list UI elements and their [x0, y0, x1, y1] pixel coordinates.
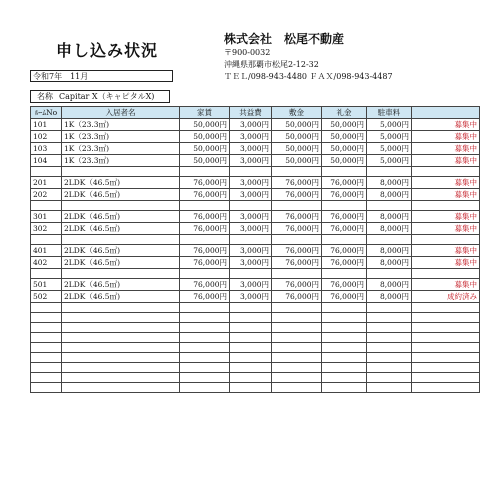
table-cell	[412, 383, 480, 393]
table-cell	[367, 303, 412, 313]
status-cell: 募集中	[412, 279, 480, 291]
table-cell	[272, 343, 322, 353]
table-cell: 8,000円	[367, 291, 412, 303]
table-cell: 8,000円	[367, 223, 412, 235]
table-row	[31, 245, 480, 257]
table-cell: 3,000円	[230, 291, 272, 303]
property-name: Capitar X（キャピタルX)	[59, 92, 155, 101]
table-cell: 3,000円	[230, 245, 272, 257]
table-cell	[62, 353, 180, 363]
column-header	[412, 107, 480, 119]
table-cell	[31, 303, 62, 313]
table-cell: 1K（23.3㎡)	[62, 155, 180, 167]
table-row	[31, 279, 480, 291]
table-cell	[412, 333, 480, 343]
table-cell: 50,000円	[322, 119, 367, 131]
table-row	[31, 223, 480, 235]
table-cell	[322, 269, 367, 279]
table-cell: 402	[31, 257, 62, 269]
table-cell	[180, 313, 230, 323]
table-cell	[180, 167, 230, 177]
table-cell: 1K（23.3㎡)	[62, 131, 180, 143]
table-cell	[367, 383, 412, 393]
table-cell	[367, 363, 412, 373]
table-cell	[272, 353, 322, 363]
table-cell	[367, 235, 412, 245]
table-cell	[412, 269, 480, 279]
empty-row	[31, 333, 480, 343]
table-row	[31, 177, 480, 189]
table-cell	[272, 333, 322, 343]
table-cell: 76,000円	[180, 279, 230, 291]
table-cell	[62, 333, 180, 343]
table-cell: 50,000円	[180, 119, 230, 131]
table-cell: 201	[31, 177, 62, 189]
table-cell: 3,000円	[230, 143, 272, 155]
phone-fax: ＴＥＬ/098-943-4480 ＦＡＸ/098-943-4487	[224, 72, 393, 81]
table-cell	[367, 269, 412, 279]
period-box: 令和7年 11月	[30, 70, 173, 82]
page-title: 申し込み状況	[56, 41, 159, 60]
table-cell: 103	[31, 143, 62, 155]
table-cell	[272, 363, 322, 373]
spacer-row	[31, 269, 480, 279]
table-row	[31, 189, 480, 201]
table-cell	[412, 343, 480, 353]
table-cell	[230, 373, 272, 383]
empty-row	[31, 373, 480, 383]
spacer-row	[31, 235, 480, 245]
status-cell: 募集中	[412, 223, 480, 235]
table-cell: 2LDK（46.5㎡)	[62, 189, 180, 201]
table-cell: 2LDK（46.5㎡)	[62, 245, 180, 257]
status-cell: 募集中	[412, 189, 480, 201]
table-cell: 50,000円	[322, 131, 367, 143]
table-cell: 8,000円	[367, 245, 412, 257]
table-cell: 76,000円	[272, 211, 322, 223]
table-cell: 76,000円	[272, 245, 322, 257]
table-cell	[230, 343, 272, 353]
table-cell	[62, 383, 180, 393]
table-cell: 3,000円	[230, 279, 272, 291]
table-cell	[62, 167, 180, 177]
table-cell: 8,000円	[367, 279, 412, 291]
column-header: ﾙｰﾑNo	[31, 107, 62, 119]
table-cell	[62, 323, 180, 333]
table-cell	[272, 269, 322, 279]
table-cell	[412, 313, 480, 323]
table-cell	[367, 353, 412, 363]
empty-row	[31, 353, 480, 363]
table-cell	[272, 201, 322, 211]
status-cell: 募集中	[412, 245, 480, 257]
table-cell: 76,000円	[272, 291, 322, 303]
table-cell	[322, 235, 367, 245]
table-cell	[180, 343, 230, 353]
address: 沖縄県那覇市松尾2-12-32	[224, 60, 319, 69]
table-cell	[230, 167, 272, 177]
table-cell	[272, 167, 322, 177]
table-cell: 501	[31, 279, 62, 291]
table-cell	[230, 333, 272, 343]
table-cell: 3,000円	[230, 223, 272, 235]
table-cell	[180, 323, 230, 333]
empty-row	[31, 363, 480, 373]
column-header: 駐車料	[367, 107, 412, 119]
table-cell: 76,000円	[272, 189, 322, 201]
table-cell: 8,000円	[367, 211, 412, 223]
table-cell: 1K（23.3㎡)	[62, 119, 180, 131]
table-cell	[31, 313, 62, 323]
table-cell: 5,000円	[367, 143, 412, 155]
table-cell	[322, 167, 367, 177]
column-header: 礼金	[322, 107, 367, 119]
table-cell: 76,000円	[322, 177, 367, 189]
table-cell	[367, 343, 412, 353]
table-cell: 3,000円	[230, 211, 272, 223]
table-cell: 76,000円	[322, 257, 367, 269]
table-cell	[322, 333, 367, 343]
table-cell: 50,000円	[272, 119, 322, 131]
empty-row	[31, 383, 480, 393]
table-cell: 302	[31, 223, 62, 235]
table-cell	[367, 323, 412, 333]
table-header-row	[31, 107, 480, 119]
table-cell	[230, 303, 272, 313]
table-row	[31, 143, 480, 155]
status-cell: 募集中	[412, 131, 480, 143]
table-cell	[180, 353, 230, 363]
table-cell	[230, 323, 272, 333]
table-cell	[272, 235, 322, 245]
table-cell: 76,000円	[180, 211, 230, 223]
table-cell: 8,000円	[367, 177, 412, 189]
table-cell	[180, 303, 230, 313]
column-header: 敷金	[272, 107, 322, 119]
table-cell: 2LDK（46.5㎡)	[62, 223, 180, 235]
table-cell: 76,000円	[322, 211, 367, 223]
table-cell: 76,000円	[180, 223, 230, 235]
table-cell	[230, 313, 272, 323]
table-cell	[180, 201, 230, 211]
table-cell	[62, 363, 180, 373]
table-cell	[230, 201, 272, 211]
table-cell: 76,000円	[322, 223, 367, 235]
table-cell: 76,000円	[180, 291, 230, 303]
table-row	[31, 291, 480, 303]
table-cell	[412, 323, 480, 333]
table-cell	[412, 353, 480, 363]
table-cell: 3,000円	[230, 131, 272, 143]
table-cell	[180, 363, 230, 373]
table-cell	[322, 343, 367, 353]
table-cell: 301	[31, 211, 62, 223]
table-cell	[322, 373, 367, 383]
table-cell: 3,000円	[230, 177, 272, 189]
table-cell	[230, 383, 272, 393]
table-cell	[230, 269, 272, 279]
table-cell: 76,000円	[180, 177, 230, 189]
table-cell: 2LDK（46.5㎡)	[62, 291, 180, 303]
table-cell: 202	[31, 189, 62, 201]
status-cell: 募集中	[412, 257, 480, 269]
table-cell: 5,000円	[367, 119, 412, 131]
table-cell	[367, 167, 412, 177]
table-cell: 76,000円	[180, 189, 230, 201]
column-header: 共益費	[230, 107, 272, 119]
table-cell: 104	[31, 155, 62, 167]
table-cell	[230, 353, 272, 363]
table-cell	[180, 269, 230, 279]
table-cell: 2LDK（46.5㎡)	[62, 257, 180, 269]
table-row	[31, 155, 480, 167]
table-cell	[367, 313, 412, 323]
table-cell: 76,000円	[322, 189, 367, 201]
property-label: 名称	[37, 92, 53, 101]
table-cell: 3,000円	[230, 257, 272, 269]
table-cell	[412, 363, 480, 373]
status-cell: 募集中	[412, 143, 480, 155]
table-cell	[31, 167, 62, 177]
status-cell: 募集中	[412, 119, 480, 131]
status-cell: 成約済み	[412, 291, 480, 303]
table-cell	[62, 313, 180, 323]
table-cell: 101	[31, 119, 62, 131]
table-cell: 76,000円	[272, 279, 322, 291]
table-row	[31, 257, 480, 269]
table-cell	[31, 343, 62, 353]
table-cell	[322, 201, 367, 211]
table-cell	[412, 201, 480, 211]
table-cell	[230, 363, 272, 373]
table-cell	[322, 313, 367, 323]
table-cell	[31, 353, 62, 363]
table-cell	[322, 303, 367, 313]
table-cell: 2LDK（46.5㎡)	[62, 177, 180, 189]
table-cell: 2LDK（46.5㎡)	[62, 211, 180, 223]
table-cell: 102	[31, 131, 62, 143]
table-cell	[272, 323, 322, 333]
table-cell	[62, 201, 180, 211]
table-cell	[62, 269, 180, 279]
table-cell: 8,000円	[367, 257, 412, 269]
postal-code: 〒900-0032	[224, 48, 271, 57]
table-cell	[31, 383, 62, 393]
table-cell: 76,000円	[322, 245, 367, 257]
table-cell	[322, 353, 367, 363]
table-cell	[367, 333, 412, 343]
table-cell: 76,000円	[272, 257, 322, 269]
table-cell: 50,000円	[272, 155, 322, 167]
table-cell	[31, 323, 62, 333]
table-cell: 50,000円	[272, 131, 322, 143]
status-cell: 募集中	[412, 177, 480, 189]
table-cell: 76,000円	[322, 291, 367, 303]
table-cell	[62, 373, 180, 383]
table-cell: 76,000円	[180, 245, 230, 257]
table-cell	[62, 235, 180, 245]
empty-row	[31, 343, 480, 353]
column-header: 入居者名	[62, 107, 180, 119]
table-cell: 5,000円	[367, 155, 412, 167]
table-cell	[180, 333, 230, 343]
status-cell: 募集中	[412, 155, 480, 167]
column-header: 家賃	[180, 107, 230, 119]
table-cell	[31, 235, 62, 245]
table-cell	[180, 383, 230, 393]
table-cell: 2LDK（46.5㎡)	[62, 279, 180, 291]
table-cell: 1K（23.3㎡)	[62, 143, 180, 155]
empty-row	[31, 323, 480, 333]
table-cell	[62, 343, 180, 353]
table-cell	[367, 373, 412, 383]
table-cell: 502	[31, 291, 62, 303]
table-cell: 5,000円	[367, 131, 412, 143]
table-row	[31, 131, 480, 143]
empty-row	[31, 303, 480, 313]
table-cell	[322, 383, 367, 393]
table-cell	[31, 201, 62, 211]
table-cell	[412, 303, 480, 313]
table-cell: 8,000円	[367, 189, 412, 201]
table-cell: 76,000円	[272, 177, 322, 189]
table-cell	[412, 235, 480, 245]
table-cell	[31, 333, 62, 343]
table-row	[31, 211, 480, 223]
table-cell	[322, 323, 367, 333]
table-cell	[272, 313, 322, 323]
table-cell: 50,000円	[180, 131, 230, 143]
table-cell	[272, 383, 322, 393]
table-cell: 50,000円	[322, 155, 367, 167]
table-cell: 76,000円	[180, 257, 230, 269]
table-cell	[322, 363, 367, 373]
table-cell: 3,000円	[230, 155, 272, 167]
table-cell: 401	[31, 245, 62, 257]
table-cell: 3,000円	[230, 119, 272, 131]
table-cell	[180, 373, 230, 383]
spacer-row	[31, 167, 480, 177]
table-cell	[62, 303, 180, 313]
table-cell: 76,000円	[322, 279, 367, 291]
table-cell	[31, 269, 62, 279]
table-cell	[31, 373, 62, 383]
table-cell	[367, 201, 412, 211]
property-name-box	[30, 90, 170, 103]
table-cell	[180, 235, 230, 245]
table-cell: 50,000円	[272, 143, 322, 155]
table-cell	[412, 167, 480, 177]
status-cell: 募集中	[412, 211, 480, 223]
table-cell	[272, 373, 322, 383]
empty-row	[31, 313, 480, 323]
application-status-table	[30, 106, 480, 393]
table-cell	[272, 303, 322, 313]
table-cell: 50,000円	[180, 143, 230, 155]
spacer-row	[31, 201, 480, 211]
table-cell: 50,000円	[322, 143, 367, 155]
table-cell	[412, 373, 480, 383]
table-cell: 76,000円	[272, 223, 322, 235]
table-cell: 50,000円	[180, 155, 230, 167]
table-cell	[230, 235, 272, 245]
company-name: 株式会社 松尾不動産	[224, 32, 345, 46]
table-cell	[31, 363, 62, 373]
table-row	[31, 119, 480, 131]
table-cell: 3,000円	[230, 189, 272, 201]
